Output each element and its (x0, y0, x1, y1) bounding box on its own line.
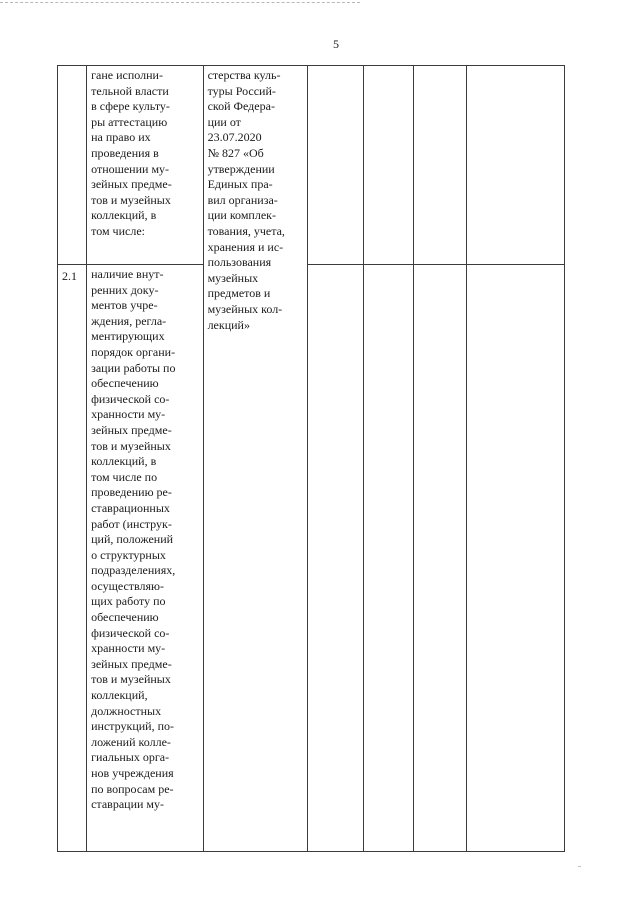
text-line: вил организа- (207, 192, 278, 207)
text-line: работ (инструк- (91, 516, 172, 531)
text-line: щих работу по (91, 594, 166, 609)
text-line: утверждении (207, 161, 275, 176)
text-line: ций, положений (91, 532, 174, 547)
text-line: предметов и (207, 286, 271, 301)
row-number-cell (58, 66, 87, 265)
text-line: ции комплек- (207, 208, 276, 223)
text-line: том числе: (91, 223, 145, 238)
requirement-cell (87, 265, 203, 852)
text-line: тования, учета, (207, 223, 285, 238)
page-number: 5 (333, 37, 339, 51)
legal-basis-text (204, 66, 307, 333)
requirement-text (87, 66, 202, 240)
scan-speck (578, 866, 581, 867)
text-line: ставрации му- (91, 797, 164, 812)
text-line: хранности му- (91, 407, 166, 422)
empty-cell (466, 265, 564, 852)
text-line: тов и музейных (91, 192, 171, 207)
text-line: о структурных (91, 547, 166, 562)
empty-cell (307, 265, 363, 852)
text-line: на право их (91, 130, 151, 145)
text-line: хранности му- (91, 641, 166, 656)
text-line: хранения и ис- (207, 239, 284, 254)
text-line: коллекций, (91, 688, 148, 703)
top-edge-dashes (0, 2, 360, 7)
text-line: ложений колле- (91, 734, 171, 749)
text-line: порядок органи- (91, 344, 176, 359)
text-line: стерства куль- (207, 68, 281, 82)
text-line: ментирующих (91, 329, 165, 344)
text-line: лекций» (207, 317, 250, 332)
empty-cell (414, 265, 466, 852)
text-line: инструкций, по- (91, 719, 175, 734)
text-line: коллекций, в (91, 208, 157, 223)
text-line: зейных предме- (91, 177, 172, 192)
text-line: физической со- (91, 625, 170, 640)
text-line: наличие внут- (91, 267, 164, 281)
text-line: по вопросам ре- (91, 781, 174, 796)
empty-cell (414, 66, 466, 265)
empty-cell (364, 265, 414, 852)
text-line: в сфере культу- (91, 99, 170, 114)
text-line: тов и музейных (91, 438, 171, 453)
text-line: ждения, регла- (91, 313, 167, 328)
text-line: пользования (207, 255, 272, 270)
empty-cell (466, 66, 564, 265)
text-line: зейных предме- (91, 656, 172, 671)
text-line: физической со- (91, 391, 170, 406)
text-line: музейных кол- (207, 301, 283, 316)
requirement-text (87, 265, 202, 813)
text-line: проведения в (91, 145, 159, 160)
text-line: том числе по (91, 469, 158, 484)
text-line: обеспечению (91, 610, 159, 625)
text-line: ренних доку- (91, 282, 159, 297)
text-line: ции от (207, 114, 241, 129)
text-line: туры Россий- (207, 83, 276, 98)
text-line: отношении му- (91, 161, 170, 176)
text-line: Единых пра- (207, 177, 273, 192)
table-row (58, 66, 565, 265)
text-line: гане исполни- (91, 68, 163, 82)
text-line: ставрационных (91, 500, 170, 515)
requirement-cell (87, 66, 203, 265)
empty-cell (364, 66, 414, 265)
table-row (58, 265, 565, 852)
legal-basis-cell (203, 66, 307, 852)
text-line: зации работы по (91, 360, 176, 375)
text-line: ской Федера- (207, 99, 275, 114)
text-line: проведению ре- (91, 485, 172, 500)
text-line: № 827 «Об (207, 145, 264, 160)
text-line: ментов учре- (91, 298, 158, 313)
empty-cell (307, 66, 363, 265)
text-line: гиальных орга- (91, 750, 170, 765)
text-line: тов и музейных (91, 672, 171, 687)
text-line: должностных (91, 703, 162, 718)
text-line: музейных (207, 270, 259, 285)
row-number (58, 66, 86, 70)
text-line: подразделениях, (91, 563, 176, 578)
text-line: обеспечению (91, 376, 159, 391)
text-line: ры аттестацию (91, 114, 168, 129)
requirements-table (57, 65, 565, 852)
text-line: осуществляю- (91, 578, 164, 593)
row-number-cell (58, 265, 87, 852)
row-number: 2.1 (62, 269, 77, 283)
text-line: 23.07.2020 (207, 130, 262, 145)
text-line: тельной власти (91, 83, 169, 98)
text-line: зейных предме- (91, 422, 172, 437)
text-line: коллекций, в (91, 454, 157, 469)
text-line: нов учреждения (91, 766, 174, 780)
